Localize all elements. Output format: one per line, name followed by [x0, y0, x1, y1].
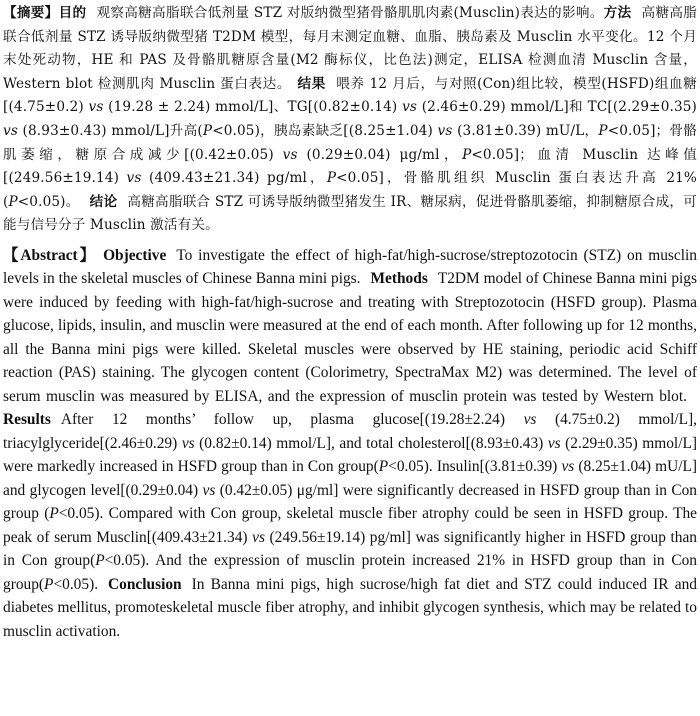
cn-vs-label: vs [437, 122, 453, 139]
en-conclusion-heading: Conclusion [108, 575, 182, 593]
cn-results-text: 喂养 12 月后，与对照(Con)组比较，模型(HSFD)组血糖[(4.75±0.2) [3, 75, 697, 116]
en-vs-label: vs [202, 481, 216, 499]
cn-p-label: P [8, 193, 18, 210]
cn-vs-label: vs [3, 122, 18, 139]
abstract-page [3, 2, 697, 643]
cn-results-text: (19.28 ± 2.24) mmol/L]、TG[(0.82±0.14) [103, 99, 403, 116]
cn-results-text: <0.05)，胰岛素缺乏[(8.25±1.04) [212, 122, 438, 139]
cn-vs-label: vs [282, 146, 298, 163]
cn-p-label: P [326, 170, 337, 187]
en-p-label: P [44, 575, 54, 593]
cn-results-text: (8.93±0.43) mmol/L]升高( [17, 122, 203, 139]
cn-p-label: P [462, 146, 472, 163]
en-p-label: P [49, 505, 59, 523]
en-results-text: <0.05). [53, 575, 99, 593]
cn-methods-heading: 方法 [603, 5, 632, 21]
en-methods-heading: Methods [370, 270, 428, 288]
en-results-text: (249.56±19.14) pg/ml] was significantly higher in HSFD group than in Con group( [3, 528, 697, 570]
en-vs-label: vs [561, 458, 575, 476]
english-abstract [3, 244, 697, 644]
en-abstract-label: 【Abstract】 [3, 246, 98, 264]
cn-vs-label: vs [126, 170, 142, 187]
en-results-text: (8.25±1.04) mU/L] and glycogen level[(0.29±0.04) [3, 458, 698, 499]
en-results-text: (0.42±0.05) μg/ml] were significantly decreased in HSFD group than in Con group ( [3, 481, 698, 523]
en-p-label: P [95, 552, 105, 570]
en-vs-label: vs [523, 411, 537, 429]
en-conclusion-text: In Banna mini pigs, high sucrose/high fat diet and STZ could induced IR and diabetes mellitus, promoteskeletal muscle fiber atrophy, and inhibit glycogen synthesis, which may be related to musclin activation. [3, 575, 697, 640]
en-results-text: (4.75±0.2) mmol/L], triacylglyceride[(2.46±0.29) [3, 411, 697, 452]
en-p-label: P [378, 458, 389, 476]
cn-results-text: (409.43±21.34) pg/ml， [141, 170, 327, 187]
en-results-text: <0.05). Compared with Con group, skeletal muscle fiber atrophy could be seen in HSFD group. The peak of serum Musclin[(409.43±21.34) [3, 505, 697, 546]
cn-p-label: P [202, 122, 213, 139]
en-results-text: After 12 months’ follow up, plasma glucose[(19.28±2.24) [60, 411, 524, 429]
cn-results-text: <0.05]，骨骼肌组织 Musclin 蛋白表达升高 21%( [3, 170, 697, 210]
cn-objective-text: 观察高糖高脂联合低剂量 STZ 对版纳微型猪骨骼肌肌肉素(Musclin)表达的影响。 [96, 5, 604, 21]
en-objective-text: To investigate the effect of high-fat/high-sucrose/streptozotocin (STZ) on musclin levels in the skeletal muscles of Chinese Banna mini pigs. [3, 246, 697, 288]
en-results-text: (0.82±0.14) mmol/L], and total cholesterol[(8.93±0.43) [194, 434, 548, 452]
cn-abstract-label: 【摘要】 [3, 5, 59, 21]
en-methods-text: T2DM model of Chinese Banna mini pigs were induced by feeding with high-fat/high-sucrose and treating with Streptozotocin (HSFD group). Plasma glucose, lipids, insulin, and musclin were measured at the end of each month. After following up for 12 months, all the Banna mini pigs were killed. Skeletal muscles were observed by HE staining, periodic acid Schiff reaction (PAS) staining. The glycogen content (Colorimetry, SpectraMax M2) was determined. The level of serum musclin was measured by ELISA, and the expression of musclin protein was tested by Western blot. [3, 270, 697, 405]
cn-conclusion-heading: 结论 [89, 193, 118, 210]
cn-methods-text: 高糖高脂联合低剂量 STZ 诱导版纳微型猪 T2DM 模型，每月末测定血糖、血脂、胰岛素及 Musclin 水平变化。12 个月末处死动物，HE 和 PAS 及骨骼肌糖原含量(M2 酶标仪，比色法)测定，ELISA 检测血清 Musclin 含量，Western blot 检测肌肉 Musclin 蛋白表达。 [3, 5, 697, 92]
cn-p-label: P [598, 122, 608, 139]
cn-objective-heading: 目的 [58, 5, 87, 21]
en-results-text: <0.05). Insulin[(3.81±0.39) [388, 458, 562, 476]
cn-results-text: <0.05]；血清 Musclin 达峰值[(249.56±19.14) [3, 146, 698, 187]
cn-results-text: (0.29±0.04) μg/ml， [297, 146, 463, 163]
cn-conclusion-text: 高糖高脂联合 STZ 可诱导版纳微型猪发生 IR、糖尿病，促进骨骼肌萎缩，抑制糖原合成，可能与信号分子 Musclin 激活有关。 [3, 193, 697, 234]
cn-vs-label: vs [88, 99, 104, 116]
en-objective-heading: Objective [103, 246, 167, 264]
en-vs-label: vs [181, 434, 195, 452]
cn-results-text: <0.05)。 [17, 193, 80, 210]
en-vs-label: vs [547, 434, 561, 452]
chinese-abstract [3, 2, 697, 238]
cn-results-heading: 结果 [297, 75, 326, 92]
cn-results-text: (3.81±0.39) mU/L， [452, 122, 599, 139]
en-results-text: <0.05). And the expression of musclin protein increased 21% in HSFD group than in Con group( [3, 552, 697, 593]
en-results-text: (2.29±0.35) mmol/L] were markedly increased in HSFD group than in Con group( [3, 434, 698, 476]
en-vs-label: vs [252, 528, 265, 546]
en-results-heading: Results [3, 411, 51, 429]
cn-vs-label: vs [402, 99, 418, 116]
cn-results-text: (2.46±0.29) mmol/L]和 TC[(2.29±0.35) [417, 99, 698, 116]
cn-results-text: <0.05]；骨骼肌萎缩，糖原合成减少[(0.42±0.05) [3, 122, 698, 163]
